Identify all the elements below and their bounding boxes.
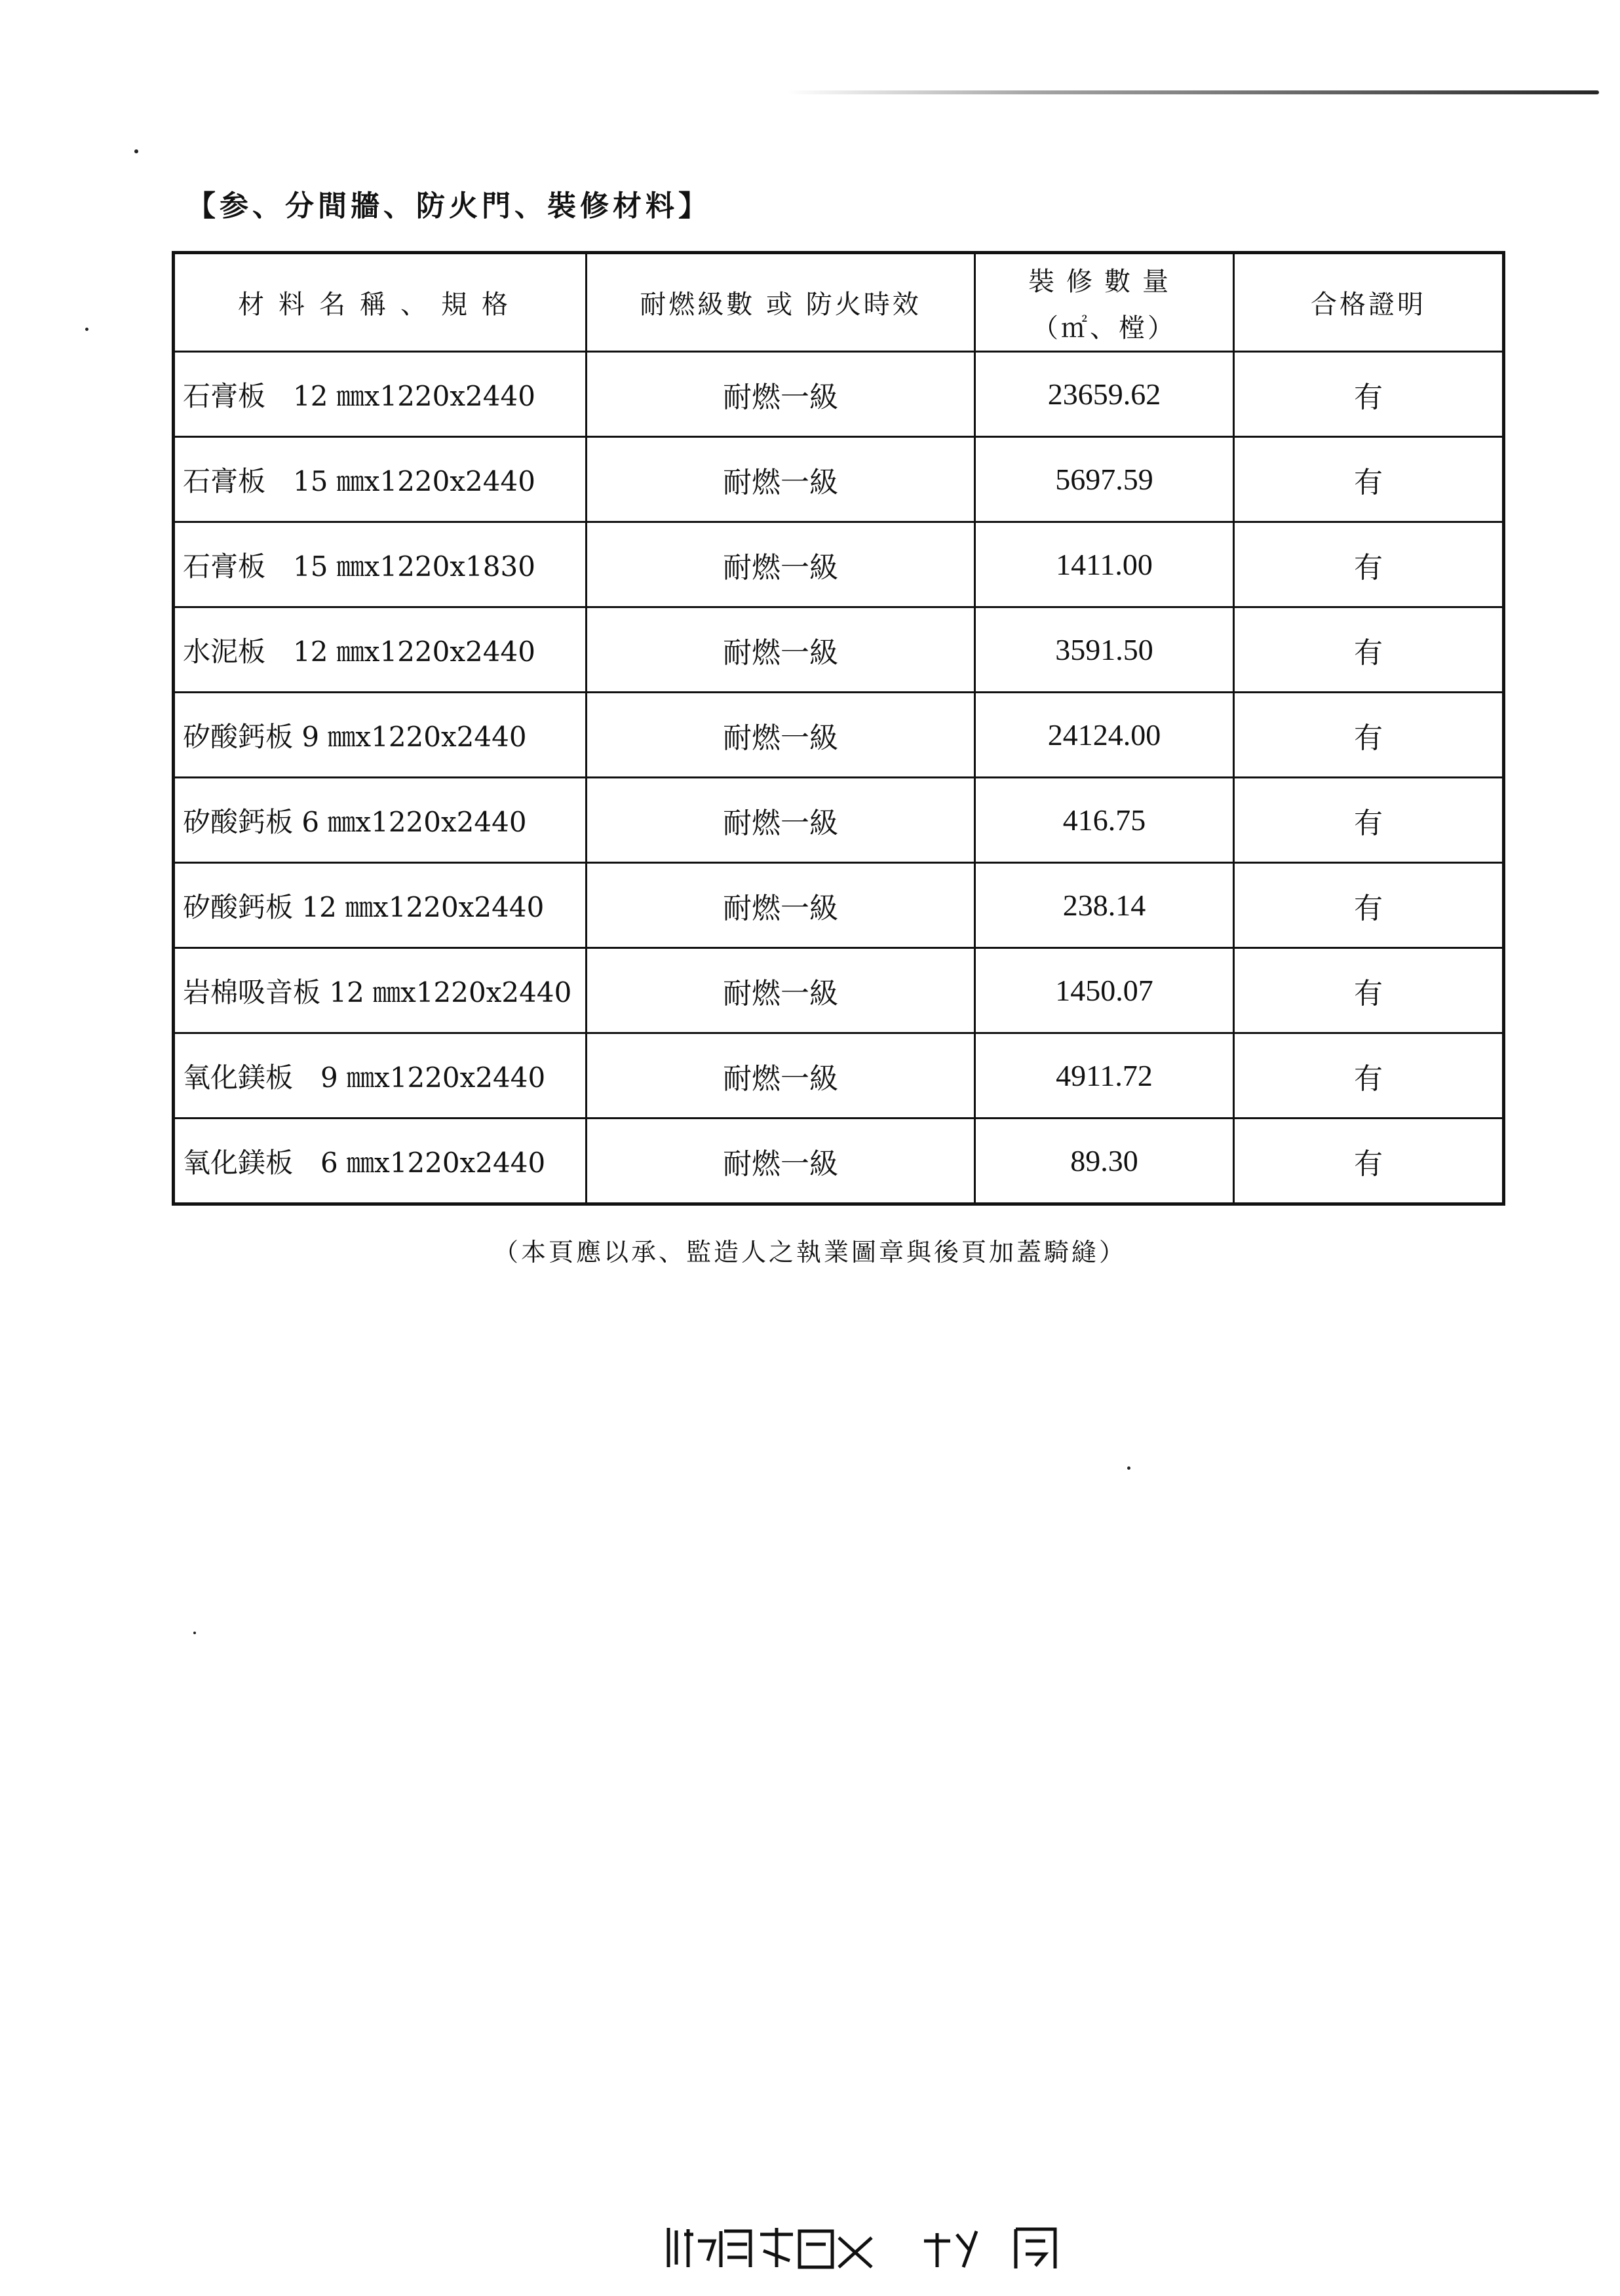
cell-quantity: 1411.00 [975, 522, 1234, 607]
header-material-name: 材料名稱、規格 [174, 253, 587, 352]
cell-material-name: 矽酸鈣板 12 ㎜x1220x2440 [174, 863, 587, 948]
cell-quantity: 416.75 [975, 778, 1234, 863]
table-row [174, 607, 1504, 693]
footer-note: （本頁應以承、監造人之執業圖章與後頁加蓋騎縫） [493, 1238, 1127, 1267]
seam-stamp-image [662, 2221, 1081, 2274]
cell-material-name: 氧化鎂板 9 ㎜x1220x2440 [174, 1033, 587, 1119]
scan-speck [193, 1632, 196, 1634]
header-quantity [975, 253, 1234, 352]
table-row [174, 522, 1504, 607]
table-row [174, 1119, 1504, 1204]
cell-quantity: 89.30 [975, 1119, 1234, 1204]
cell-quantity: 238.14 [975, 863, 1234, 948]
cell-fire-grade: 耐燃一級 [587, 437, 975, 522]
cell-material-name: 石膏板 15 ㎜x1220x1830 [174, 522, 587, 607]
cell-quantity: 23659.62 [975, 352, 1234, 437]
cell-fire-grade: 耐燃一級 [587, 352, 975, 437]
cell-material-name: 石膏板 15 ㎜x1220x2440 [174, 437, 587, 522]
cell-certificate: 有 [1234, 1033, 1504, 1119]
cell-certificate: 有 [1234, 607, 1504, 693]
header-quantity-title: 裝修數量 [1028, 266, 1180, 297]
scan-speck [134, 149, 138, 153]
materials-table-container [172, 251, 1502, 1206]
cell-material-name: 石膏板 12 ㎜x1220x2440 [174, 352, 587, 437]
table-row [174, 693, 1504, 778]
cell-quantity: 1450.07 [975, 948, 1234, 1033]
table-row [174, 948, 1504, 1033]
cell-material-name: 矽酸鈣板 6 ㎜x1220x2440 [174, 778, 587, 863]
cell-certificate: 有 [1234, 522, 1504, 607]
table-row [174, 1033, 1504, 1119]
cell-fire-grade: 耐燃一級 [587, 1033, 975, 1119]
cell-certificate: 有 [1234, 437, 1504, 522]
cell-fire-grade: 耐燃一級 [587, 948, 975, 1033]
scan-speck [1127, 1466, 1130, 1470]
scan-speck [85, 328, 88, 331]
table-header-row [174, 253, 1504, 352]
header-fire-grade: 耐燃級數 或 防火時效 [587, 253, 975, 352]
cell-fire-grade: 耐燃一級 [587, 778, 975, 863]
cell-certificate: 有 [1234, 693, 1504, 778]
cell-fire-grade: 耐燃一級 [587, 1119, 975, 1204]
cell-fire-grade: 耐燃一級 [587, 693, 975, 778]
cell-certificate: 有 [1234, 1119, 1504, 1204]
materials-table [172, 251, 1505, 1206]
cell-fire-grade: 耐燃一級 [587, 863, 975, 948]
table-row [174, 863, 1504, 948]
cell-material-name: 岩棉吸音板 12 ㎜x1220x2440 [174, 948, 587, 1033]
table-row [174, 437, 1504, 522]
cell-certificate: 有 [1234, 352, 1504, 437]
cell-quantity: 3591.50 [975, 607, 1234, 693]
cell-certificate: 有 [1234, 778, 1504, 863]
header-certificate: 合格證明 [1234, 253, 1504, 352]
cell-quantity: 4911.72 [975, 1033, 1234, 1119]
cell-material-name: 氧化鎂板 6 ㎜x1220x2440 [174, 1119, 587, 1204]
cell-fire-grade: 耐燃一級 [587, 522, 975, 607]
table-row [174, 352, 1504, 437]
cell-material-name: 水泥板 12 ㎜x1220x2440 [174, 607, 587, 693]
cell-quantity: 5697.59 [975, 437, 1234, 522]
cell-quantity: 24124.00 [975, 693, 1234, 778]
section-title: 【参、分間牆、防火門、裝修材料】 [187, 189, 711, 223]
cell-certificate: 有 [1234, 863, 1504, 948]
table-row [174, 778, 1504, 863]
header-quantity-unit: （㎡、樘） [1032, 313, 1176, 343]
scan-artifact-line [786, 90, 1599, 94]
table-body [174, 352, 1504, 1204]
cell-material-name: 矽酸鈣板 9 ㎜x1220x2440 [174, 693, 587, 778]
cell-certificate: 有 [1234, 948, 1504, 1033]
cell-fire-grade: 耐燃一級 [587, 607, 975, 693]
